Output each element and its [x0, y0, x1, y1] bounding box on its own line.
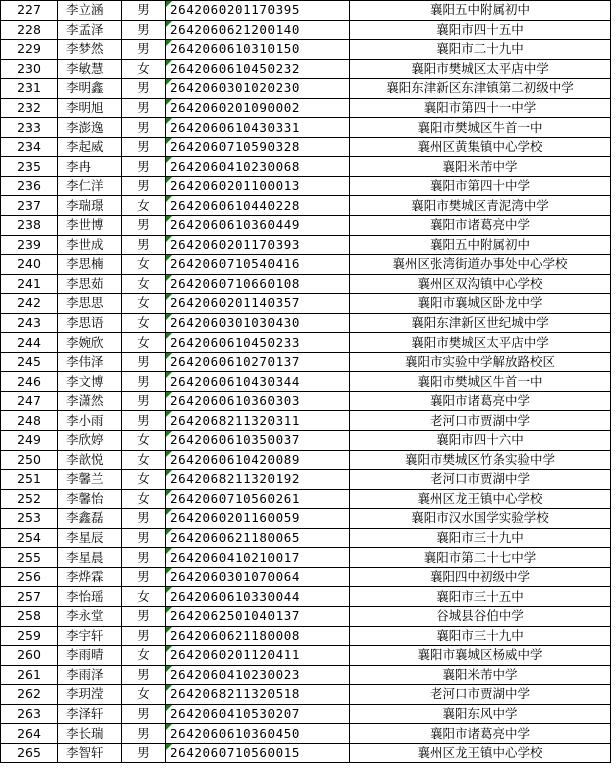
- student-name-cell: 李世博: [58, 216, 122, 236]
- row-number-cell: 249: [1, 431, 58, 451]
- table-row: [1, 724, 611, 744]
- school-name-cell: 襄阳市三十五中: [350, 587, 611, 607]
- table-row: [1, 509, 611, 529]
- student-name-cell: 李欣婷: [58, 431, 122, 451]
- table-row: [1, 196, 611, 216]
- gender-cell: 男: [122, 665, 166, 685]
- school-name-cell: 谷城县谷伯中学: [350, 606, 611, 626]
- exam-id-cell: 2642060610360450: [166, 724, 350, 744]
- gender-cell: 女: [122, 646, 166, 666]
- gender-cell: 男: [122, 567, 166, 587]
- student-name-cell: 李永堂: [58, 606, 122, 626]
- row-number-cell: 247: [1, 391, 58, 411]
- gender-cell: 女: [122, 333, 166, 353]
- exam-id-cell: 2642060710590328: [166, 137, 350, 157]
- table-row: [1, 567, 611, 587]
- school-name-cell: 襄阳市第四十中学: [350, 176, 611, 196]
- exam-id-cell: 2642060610350037: [166, 431, 350, 451]
- exam-id-cell: 2642060410230023: [166, 665, 350, 685]
- school-name-cell: 襄阳市实验中学解放路校区: [350, 352, 611, 372]
- student-name-cell: 李婉欣: [58, 333, 122, 353]
- gender-cell: 男: [122, 137, 166, 157]
- gender-cell: 男: [122, 606, 166, 626]
- table-row: [1, 176, 611, 196]
- gender-cell: 男: [122, 372, 166, 392]
- student-name-cell: 李思语: [58, 313, 122, 333]
- gender-cell: 男: [122, 118, 166, 138]
- exam-id-cell: 2642060201120411: [166, 646, 350, 666]
- table-row: [1, 626, 611, 646]
- school-name-cell: 襄阳市诸葛亮中学: [350, 724, 611, 744]
- exam-id-cell: 2642060710660108: [166, 274, 350, 294]
- school-name-cell: 襄阳市诸葛亮中学: [350, 391, 611, 411]
- exam-id-cell: 2642060301030430: [166, 313, 350, 333]
- student-name-cell: 李思茹: [58, 274, 122, 294]
- student-name-cell: 李孟泽: [58, 20, 122, 40]
- row-number-cell: 239: [1, 235, 58, 255]
- school-name-cell: 襄州区龙王镇中心学校: [350, 743, 611, 763]
- row-number-cell: 248: [1, 411, 58, 431]
- row-number-cell: 242: [1, 294, 58, 314]
- gender-cell: 女: [122, 587, 166, 607]
- row-number-cell: 238: [1, 216, 58, 236]
- exam-id-cell: 2642062501040137: [166, 606, 350, 626]
- exam-id-cell: 2642060410230068: [166, 157, 350, 177]
- gender-cell: 男: [122, 704, 166, 724]
- row-number-cell: 254: [1, 528, 58, 548]
- row-number-cell: 236: [1, 176, 58, 196]
- student-name-cell: 李敏慧: [58, 59, 122, 79]
- student-name-cell: 李歆悦: [58, 450, 122, 470]
- school-name-cell: 襄阳市樊城区太平店中学: [350, 59, 611, 79]
- school-name-cell: 襄阳四中初级中学: [350, 567, 611, 587]
- school-name-cell: 襄阳东津新区东津镇第二初级中学: [350, 79, 611, 99]
- gender-cell: 男: [122, 391, 166, 411]
- exam-id-cell: 2642060410210017: [166, 548, 350, 568]
- table-row: [1, 548, 611, 568]
- row-number-cell: 232: [1, 98, 58, 118]
- row-number-cell: 259: [1, 626, 58, 646]
- school-name-cell: 襄阳市三十九中: [350, 626, 611, 646]
- school-name-cell: 襄州区双沟镇中心学校: [350, 274, 611, 294]
- row-number-cell: 253: [1, 509, 58, 529]
- table-row: [1, 606, 611, 626]
- gender-cell: 男: [122, 724, 166, 744]
- student-name-cell: 李澎逸: [58, 118, 122, 138]
- row-number-cell: 262: [1, 685, 58, 705]
- row-number-cell: 246: [1, 372, 58, 392]
- student-name-cell: 李馨兰: [58, 470, 122, 490]
- row-number-cell: 227: [1, 1, 58, 21]
- exam-id-cell: 2642060610430344: [166, 372, 350, 392]
- exam-id-cell: 2642060301070064: [166, 567, 350, 587]
- row-number-cell: 255: [1, 548, 58, 568]
- row-number-cell: 233: [1, 118, 58, 138]
- exam-id-cell: 2642068211320518: [166, 685, 350, 705]
- row-number-cell: 263: [1, 704, 58, 724]
- school-name-cell: 襄州区龙王镇中心学校: [350, 489, 611, 509]
- table-row: [1, 157, 611, 177]
- gender-cell: 男: [122, 176, 166, 196]
- exam-id-cell: 2642060201100013: [166, 176, 350, 196]
- gender-cell: 女: [122, 489, 166, 509]
- table-row: [1, 313, 611, 333]
- student-name-cell: 李思楠: [58, 255, 122, 275]
- gender-cell: 男: [122, 626, 166, 646]
- table-row: [1, 255, 611, 275]
- gender-cell: 女: [122, 59, 166, 79]
- gender-cell: 女: [122, 313, 166, 333]
- gender-cell: 男: [122, 216, 166, 236]
- table-row: [1, 704, 611, 724]
- table-row: [1, 587, 611, 607]
- school-name-cell: 襄阳市四十五中: [350, 20, 611, 40]
- school-name-cell: 襄州区黄集镇中心学校: [350, 137, 611, 157]
- table-row: [1, 685, 611, 705]
- row-number-cell: 243: [1, 313, 58, 333]
- row-number-cell: 244: [1, 333, 58, 353]
- exam-id-cell: 2642060710540416: [166, 255, 350, 275]
- gender-cell: 女: [122, 470, 166, 490]
- exam-id-cell: 2642060201170395: [166, 1, 350, 21]
- student-name-cell: 李烨霖: [58, 567, 122, 587]
- student-name-cell: 李雨泽: [58, 665, 122, 685]
- table-row: [1, 372, 611, 392]
- student-name-cell: 李思思: [58, 294, 122, 314]
- gender-cell: 女: [122, 431, 166, 451]
- gender-cell: 女: [122, 294, 166, 314]
- row-number-cell: 257: [1, 587, 58, 607]
- student-name-cell: 李文博: [58, 372, 122, 392]
- school-name-cell: 襄阳米芾中学: [350, 157, 611, 177]
- school-name-cell: 襄阳市樊城区青泥湾中学: [350, 196, 611, 216]
- student-name-cell: 李玥滢: [58, 685, 122, 705]
- student-name-cell: 李鑫磊: [58, 509, 122, 529]
- table-row: [1, 216, 611, 236]
- row-number-cell: 261: [1, 665, 58, 685]
- student-name-cell: 李冉: [58, 157, 122, 177]
- school-name-cell: 襄阳东津新区世纪城中学: [350, 313, 611, 333]
- gender-cell: 女: [122, 196, 166, 216]
- exam-id-cell: 2642060621180008: [166, 626, 350, 646]
- gender-cell: 女: [122, 685, 166, 705]
- school-name-cell: 襄阳市樊城区太平店中学: [350, 333, 611, 353]
- table-row: [1, 431, 611, 451]
- exam-id-cell: 2642060610360449: [166, 216, 350, 236]
- school-name-cell: 襄阳五中附属初中: [350, 235, 611, 255]
- gender-cell: 女: [122, 274, 166, 294]
- exam-id-cell: 2642060710560015: [166, 743, 350, 763]
- school-name-cell: 襄阳市樊城区竹条实验中学: [350, 450, 611, 470]
- student-name-cell: 李长瑞: [58, 724, 122, 744]
- table-row: [1, 59, 611, 79]
- school-name-cell: 襄阳市四十六中: [350, 431, 611, 451]
- student-name-cell: 李伟泽: [58, 352, 122, 372]
- row-number-cell: 258: [1, 606, 58, 626]
- table-row: [1, 79, 611, 99]
- school-name-cell: 襄阳市襄城区卧龙中学: [350, 294, 611, 314]
- student-name-cell: 李泽轩: [58, 704, 122, 724]
- gender-cell: 男: [122, 509, 166, 529]
- gender-cell: 女: [122, 255, 166, 275]
- student-name-cell: 李梦然: [58, 40, 122, 60]
- school-name-cell: 襄阳市襄城区杨威中学: [350, 646, 611, 666]
- table-body: [1, 1, 611, 763]
- row-number-cell: 264: [1, 724, 58, 744]
- exam-id-cell: 2642060201170393: [166, 235, 350, 255]
- student-name-cell: 李瑞璟: [58, 196, 122, 216]
- exam-id-cell: 2642060610310150: [166, 40, 350, 60]
- gender-cell: 男: [122, 235, 166, 255]
- exam-id-cell: 2642060410530207: [166, 704, 350, 724]
- exam-id-cell: 2642060610420089: [166, 450, 350, 470]
- table-row: [1, 1, 611, 21]
- school-name-cell: 襄阳市第四十一中学: [350, 98, 611, 118]
- student-name-cell: 李智轩: [58, 743, 122, 763]
- row-number-cell: 228: [1, 20, 58, 40]
- row-number-cell: 240: [1, 255, 58, 275]
- exam-id-cell: 2642068211320192: [166, 470, 350, 490]
- table-row: [1, 333, 611, 353]
- exam-id-cell: 2642060610360303: [166, 391, 350, 411]
- gender-cell: 男: [122, 528, 166, 548]
- school-name-cell: 襄阳市樊城区牛首一中: [350, 372, 611, 392]
- exam-id-cell: 2642060610440228: [166, 196, 350, 216]
- school-name-cell: 老河口市贾湖中学: [350, 411, 611, 431]
- table-row: [1, 352, 611, 372]
- row-number-cell: 237: [1, 196, 58, 216]
- school-name-cell: 襄阳市第二十七中学: [350, 548, 611, 568]
- student-name-cell: 李宇轩: [58, 626, 122, 646]
- exam-id-cell: 2642060201140357: [166, 294, 350, 314]
- student-name-cell: 李馨怡: [58, 489, 122, 509]
- table-row: [1, 489, 611, 509]
- school-name-cell: 襄阳市樊城区牛首一中: [350, 118, 611, 138]
- gender-cell: 男: [122, 743, 166, 763]
- table-row: [1, 118, 611, 138]
- row-number-cell: 252: [1, 489, 58, 509]
- student-name-cell: 李世成: [58, 235, 122, 255]
- table-row: [1, 411, 611, 431]
- row-number-cell: 265: [1, 743, 58, 763]
- table-row: [1, 470, 611, 490]
- exam-id-cell: 2642068211320311: [166, 411, 350, 431]
- table-row: [1, 294, 611, 314]
- student-name-cell: 李小雨: [58, 411, 122, 431]
- exam-id-cell: 2642060710560261: [166, 489, 350, 509]
- exam-id-cell: 2642060610450232: [166, 59, 350, 79]
- school-name-cell: 老河口市贾湖中学: [350, 685, 611, 705]
- table-row: [1, 20, 611, 40]
- table-row: [1, 98, 611, 118]
- row-number-cell: 231: [1, 79, 58, 99]
- student-name-cell: 李雨晴: [58, 646, 122, 666]
- row-number-cell: 250: [1, 450, 58, 470]
- row-number-cell: 229: [1, 40, 58, 60]
- school-name-cell: 襄阳市二十九中: [350, 40, 611, 60]
- row-number-cell: 251: [1, 470, 58, 490]
- school-name-cell: 襄阳市诸葛亮中学: [350, 216, 611, 236]
- table-row: [1, 665, 611, 685]
- school-name-cell: 襄阳市汉水国学实验学校: [350, 509, 611, 529]
- table-row: [1, 450, 611, 470]
- school-name-cell: 襄阳市三十九中: [350, 528, 611, 548]
- exam-id-cell: 2642060610270137: [166, 352, 350, 372]
- student-name-cell: 李星晨: [58, 548, 122, 568]
- row-number-cell: 230: [1, 59, 58, 79]
- table-row: [1, 391, 611, 411]
- row-number-cell: 241: [1, 274, 58, 294]
- gender-cell: 男: [122, 1, 166, 21]
- row-number-cell: 234: [1, 137, 58, 157]
- gender-cell: 男: [122, 157, 166, 177]
- student-name-cell: 李潇然: [58, 391, 122, 411]
- exam-id-cell: 2642060610330044: [166, 587, 350, 607]
- gender-cell: 男: [122, 411, 166, 431]
- student-name-cell: 李星辰: [58, 528, 122, 548]
- student-name-cell: 李明旭: [58, 98, 122, 118]
- gender-cell: 男: [122, 79, 166, 99]
- school-name-cell: 襄州区张湾街道办事处中心学校: [350, 255, 611, 275]
- student-name-cell: 李仁洋: [58, 176, 122, 196]
- school-name-cell: 襄阳东风中学: [350, 704, 611, 724]
- gender-cell: 男: [122, 352, 166, 372]
- exam-id-cell: 2642060610430331: [166, 118, 350, 138]
- gender-cell: 男: [122, 98, 166, 118]
- table-row: [1, 646, 611, 666]
- exam-id-cell: 2642060621200140: [166, 20, 350, 40]
- student-name-cell: 李立涵: [58, 1, 122, 21]
- exam-id-cell: 2642060201090002: [166, 98, 350, 118]
- row-number-cell: 245: [1, 352, 58, 372]
- exam-id-cell: 2642060301020230: [166, 79, 350, 99]
- school-name-cell: 襄阳米芾中学: [350, 665, 611, 685]
- student-name-cell: 李怡瑶: [58, 587, 122, 607]
- gender-cell: 男: [122, 40, 166, 60]
- school-name-cell: 老河口市贾湖中学: [350, 470, 611, 490]
- exam-id-cell: 2642060610450233: [166, 333, 350, 353]
- table-row: [1, 274, 611, 294]
- gender-cell: 男: [122, 20, 166, 40]
- table-row: [1, 137, 611, 157]
- exam-id-cell: 2642060621180065: [166, 528, 350, 548]
- student-name-cell: 李明鑫: [58, 79, 122, 99]
- table-row: [1, 40, 611, 60]
- gender-cell: 男: [122, 548, 166, 568]
- gender-cell: 女: [122, 450, 166, 470]
- exam-id-cell: 2642060201160059: [166, 509, 350, 529]
- table-row: [1, 235, 611, 255]
- row-number-cell: 256: [1, 567, 58, 587]
- row-number-cell: 235: [1, 157, 58, 177]
- school-name-cell: 襄阳五中附属初中: [350, 1, 611, 21]
- table-row: [1, 743, 611, 763]
- row-number-cell: 260: [1, 646, 58, 666]
- student-name-cell: 李起威: [58, 137, 122, 157]
- table-row: [1, 528, 611, 548]
